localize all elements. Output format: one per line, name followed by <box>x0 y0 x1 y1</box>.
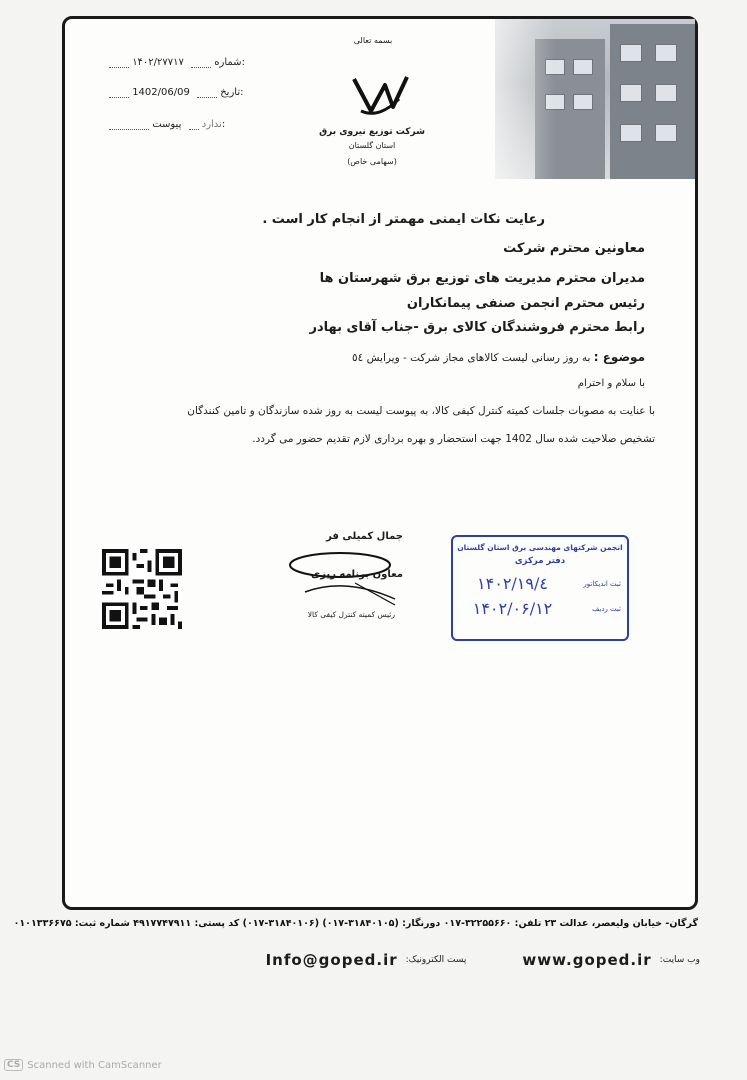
camscanner-icon: CS <box>4 1059 23 1071</box>
recipient-3: رئیس محترم انجمن صنفی پیمانکاران <box>406 296 645 311</box>
recipient-4: رابط محترم فروشندگان کالای برق -جناب آقای بهادر <box>309 320 645 335</box>
stamp-row2-value: ۱۴۰۲/۰۶/۱۲ <box>472 599 553 618</box>
body-paragraph-1: با عنایت به مصوبات جلسات کمیته کنترل کیفی کالا، به پیوست لیست به روز شده سازندگان و تامین کنندگان <box>187 405 655 417</box>
recipient-2: مدیران محترم مدیریت های توزیع برق شهرستان ها <box>319 271 645 286</box>
qr-code-icon <box>102 549 182 629</box>
registration-stamp <box>451 535 629 641</box>
stamp-row1-value: ۱۴۰۲/۱۹/٤ <box>477 574 548 593</box>
signer-subtitle: رئیس کمیته کنترل کیفی کالا <box>307 610 395 619</box>
stamp-title: انجمن شرکتهای مهندسی برق استان گلستان <box>457 543 623 552</box>
recipient-1: معاونین محترم شرکت <box>503 241 645 256</box>
stamp-row2-label: ثبت ردیف <box>592 604 621 613</box>
company-type: (سهامی خاص) <box>347 157 397 166</box>
stamp-row1-label: ثبت اندیکاتور <box>583 579 621 588</box>
company-logo-icon <box>349 69 419 129</box>
body-paragraph-2: تشخیص صلاحیت شده سال 1402 جهت استحضار و بهره برداری لازم تقدیم حضور می گردد. <box>252 433 655 445</box>
letter-date: 1402/06/09 تاریخ: <box>105 87 275 98</box>
letter-attachment: ندارد پیوست: <box>105 119 275 130</box>
email-label: پست الکترونیک: <box>405 955 467 965</box>
subject-line: موضوع : به روز رسانی لیست کالاهای مجاز شرکت - ویرایش ٥٤ <box>352 350 645 364</box>
camscanner-watermark: CS Scanned with CamScanner <box>4 1059 162 1071</box>
footer-contacts <box>180 948 700 972</box>
basmala: بسمه تعالی <box>353 36 393 45</box>
safety-note: رعایت نکات ایمنی مهمتر از انجام کار است . <box>262 212 545 227</box>
footer-address: گرگان- خیابان ولیعصر، عدالت ۲۳ تلفن: ۳۲۲۵۵۶۶۰-۰۱۷ دورنگار: (۳۱۸۴۰۱۰۵-۰۱۷) (۳۱۸۴۰۱۰۶-۰۱۷) کد پستی: ۴۹۱۷۷۴۷۹۱۱ شماره ثبت: ۰۱۰۱۳۳۶۶۷۵ <box>13 918 698 929</box>
stamp-office: دفتر مرکزی <box>514 556 566 566</box>
email-link[interactable]: Info@goped.ir <box>265 951 398 969</box>
website-link[interactable]: www.goped.ir <box>522 951 652 969</box>
website-label: وب سایت: <box>659 955 700 965</box>
greeting: با سلام و احترام <box>577 378 645 389</box>
letter-sheet <box>62 16 698 910</box>
letter-number: ۱۴۰۲/۲۷۷۱۷ شماره: <box>105 57 275 68</box>
company-name: شرکت توزیع نیروی برق <box>319 127 425 137</box>
company-province: استان گلستان <box>348 141 396 150</box>
signer-name: جمال کمیلی فر <box>326 531 403 542</box>
signer-title: معاون برنامه ریزی <box>311 569 403 580</box>
